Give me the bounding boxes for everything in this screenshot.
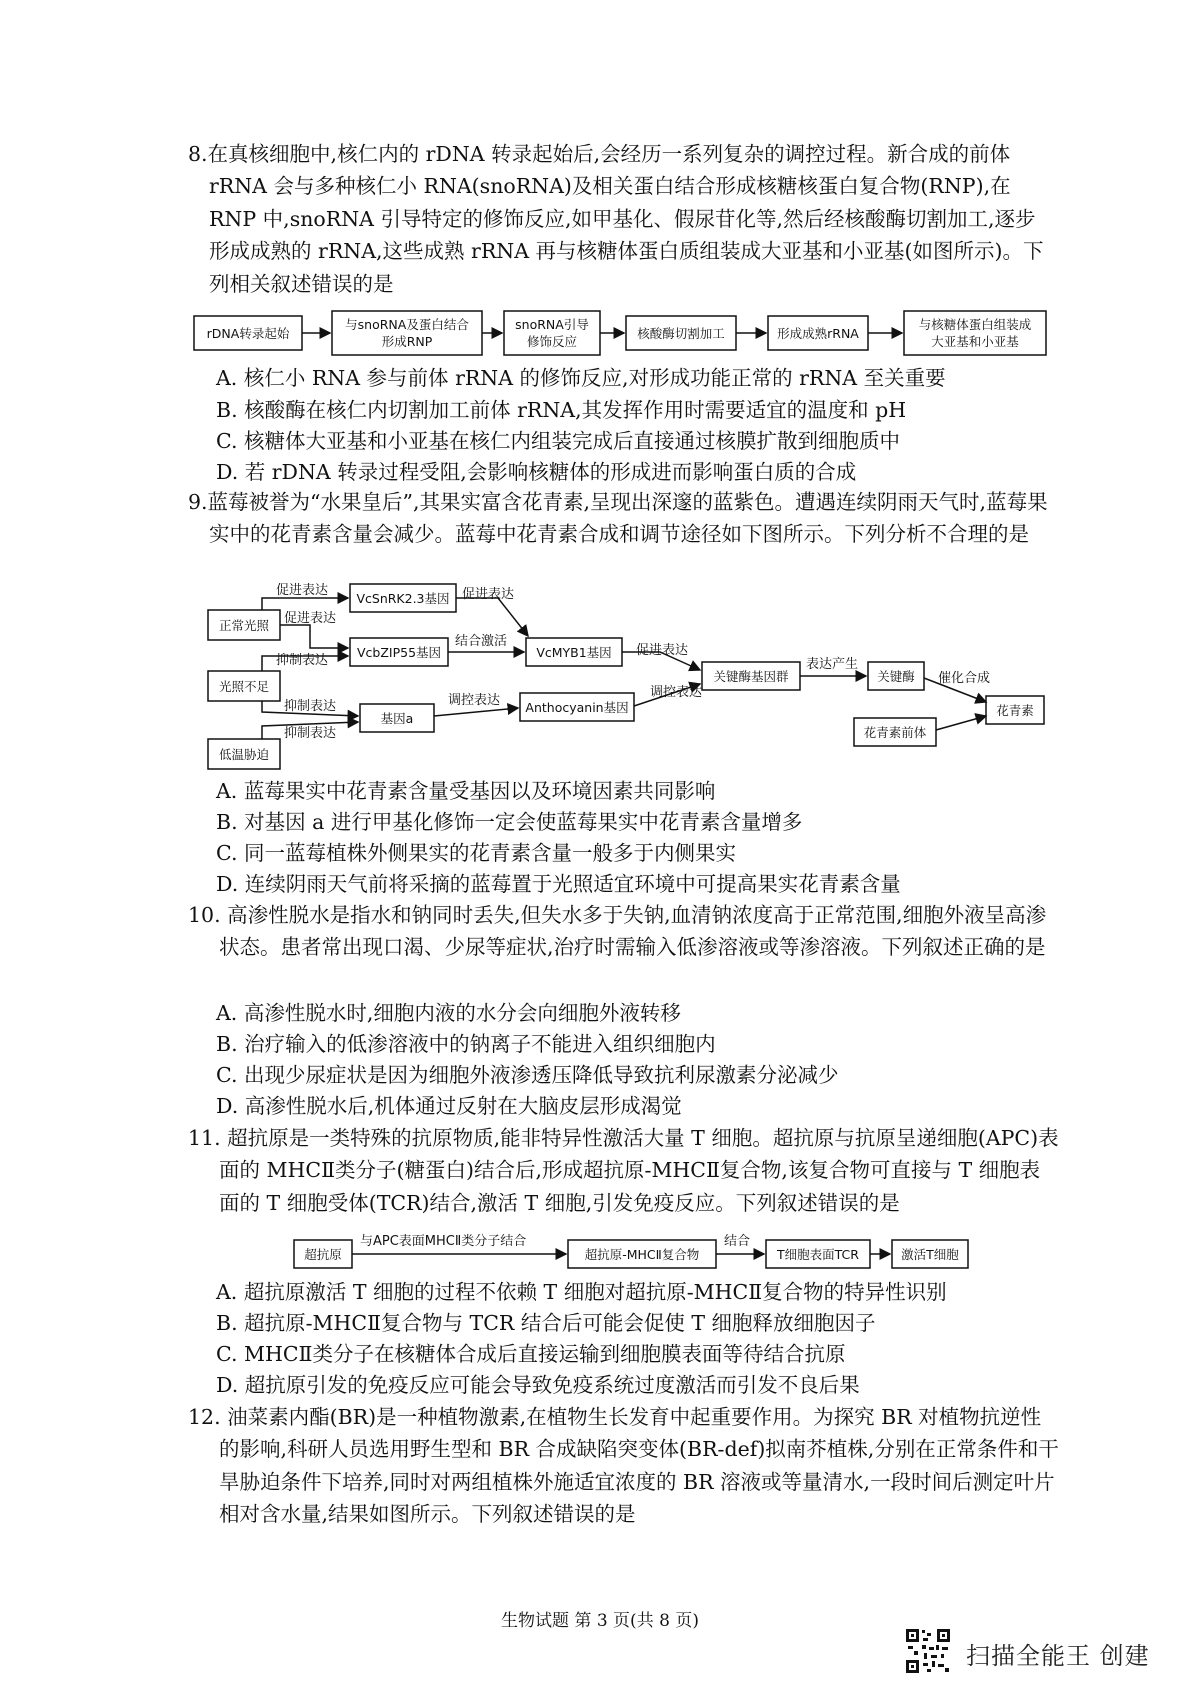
svg-text:与APC表面MHCⅡ类分子结合: 与APC表面MHCⅡ类分子结合 <box>360 1234 527 1249</box>
svg-text:花青素前体: 花青素前体 <box>863 725 927 740</box>
q11-stem: 11. 超抗原是一类特殊的抗原物质,能非特异性激活大量 T 细胞。超抗原与抗原呈递细胞(APC)表面的 MHCⅡ类分子(糖蛋白)结合后,形成超抗原-MHCⅡ复合物,该复合物可直接与 T 细胞表面的 T 细胞受体(TCR)结合,激活 T 细胞,引发免疫反应。下列叙述错误的是 <box>188 1126 1059 1215</box>
svg-text:VcMYB1基因: VcMYB1基因 <box>536 645 612 660</box>
q10-option-b: B. 治疗输入的低渗溶液中的钠离子不能进入组织细胞内 <box>216 1032 716 1056</box>
node-low-light <box>208 671 280 701</box>
svg-text:抑制表达: 抑制表达 <box>276 653 329 668</box>
svg-text:与核糖体蛋白组装成: 与核糖体蛋白组装成 <box>918 317 1032 332</box>
svg-text:超抗原-MHCⅡ复合物: 超抗原-MHCⅡ复合物 <box>584 1247 700 1262</box>
q9-option-c: C. 同一蓝莓植株外侧果实的花青素含量一般多于内侧果实 <box>216 841 736 865</box>
node-gene-a <box>360 704 434 732</box>
svg-text:促进表达: 促进表达 <box>636 643 689 658</box>
svg-text:基因a: 基因a <box>380 711 414 726</box>
svg-text:结合: 结合 <box>724 1234 751 1249</box>
node-precursor <box>854 718 936 746</box>
svg-text:调控表达: 调控表达 <box>448 693 501 708</box>
q11-option-a: A. 超抗原激活 T 细胞的过程不依赖 T 细胞对超抗原-MHCⅡ复合物的特异性识别 <box>216 1280 947 1304</box>
node-bzip-gene <box>350 638 448 666</box>
svg-text:形成RNP: 形成RNP <box>381 334 433 349</box>
svg-text:rDNA转录起始: rDNA转录起始 <box>206 326 290 341</box>
q8-option-d: D. 若 rDNA 转录过程受阻,会影响核糖体的形成进而影响蛋白质的合成 <box>216 460 857 484</box>
q11-option-b: B. 超抗原-MHCⅡ复合物与 TCR 结合后可能会促使 T 细胞释放细胞因子 <box>216 1311 876 1335</box>
flow8-box-1 <box>194 316 302 350</box>
flow11-superantigen <box>294 1240 352 1268</box>
svg-text:表达产生: 表达产生 <box>806 657 859 672</box>
svg-text:结合激活: 结合激活 <box>455 634 508 649</box>
svg-text:光照不足: 光照不足 <box>218 679 270 694</box>
flow8-box-3 <box>504 311 600 355</box>
svg-text:促进表达: 促进表达 <box>284 611 337 626</box>
svg-text:形成成熟rRNA: 形成成熟rRNA <box>777 326 859 341</box>
flow8-box-2 <box>332 311 482 355</box>
svg-text:T细胞表面TCR: T细胞表面TCR <box>777 1247 859 1262</box>
svg-text:抑制表达: 抑制表达 <box>284 726 337 741</box>
node-key-enzyme <box>868 662 924 690</box>
svg-text:核酸酶切割加工: 核酸酶切割加工 <box>637 326 725 341</box>
svg-text:花青素: 花青素 <box>996 703 1034 718</box>
flow11-complex <box>568 1240 716 1268</box>
q8-option-a: A. 核仁小 RNA 参与前体 rRNA 的修饰反应,对形成功能正常的 rRNA 至关重要 <box>216 366 946 390</box>
q9-option-b: B. 对基因 a 进行甲基化修饰一定会使蓝莓果实中花青素含量增多 <box>216 810 803 834</box>
svg-text:与snoRNA及蛋白结合: 与snoRNA及蛋白结合 <box>345 317 469 332</box>
svg-text:超抗原: 超抗原 <box>304 1247 342 1262</box>
svg-text:大亚基和小亚基: 大亚基和小亚基 <box>931 334 1019 349</box>
svg-text:激活T细胞: 激活T细胞 <box>901 1247 959 1262</box>
flow11-activate <box>892 1240 968 1268</box>
node-anthocyanin <box>986 696 1044 724</box>
q10-option-d: D. 高渗性脱水后,机体通过反射在大脑皮层形成渴觉 <box>216 1094 682 1118</box>
q9-option-d: D. 连续阴雨天气前将采摘的蓝莓置于光照适宜环境中可提高果实花青素含量 <box>216 872 901 896</box>
svg-text:促进表达: 促进表达 <box>276 583 329 598</box>
svg-text:snoRNA引导: snoRNA引导 <box>515 317 589 332</box>
q10-option-a: A. 高渗性脱水时,细胞内液的水分会向细胞外液转移 <box>216 1001 681 1025</box>
q10-option-c: C. 出现少尿症状是因为细胞外液渗透压降低导致抗利尿激素分泌减少 <box>216 1063 839 1087</box>
q11-flow-diagram <box>294 1233 968 1268</box>
q9-stem: 9.蓝莓被誉为“水果皇后”,其果实富含花青素,呈现出深邃的蓝紫色。遭遇连续阴雨天气时,蓝莓果实中的花青素含量会减少。蓝莓中花青素合成和调节途径如下图所示。下列分析不合理的是 <box>188 490 1048 547</box>
node-myb-gene <box>526 638 622 666</box>
q10-stem: 10. 高渗性脱水是指水和钠同时丢失,但失水多于失钠,血清钠浓度高于正常范围,细胞外液呈高渗状态。患者常出现口渴、少尿等症状,治疗时需输入低渗溶液或等渗溶液。下列叙述正确的是 <box>188 903 1047 960</box>
svg-text:VcSnRK2.3基因: VcSnRK2.3基因 <box>356 591 450 606</box>
flow11-tcr <box>766 1240 870 1268</box>
node-low-temp <box>208 739 280 769</box>
q8-option-c: C. 核糖体大亚基和小亚基在核仁内组装完成后直接通过核膜扩散到细胞质中 <box>216 429 900 453</box>
page-footer: 生物试题 第 3 页(共 8 页) <box>501 1611 699 1631</box>
qr-code-icon <box>905 1628 951 1674</box>
svg-text:关键酶: 关键酶 <box>877 669 915 684</box>
svg-text:正常光照: 正常光照 <box>218 618 270 633</box>
q8-stem: 8.在真核细胞中,核仁内的 rDNA 转录起始后,会经历一系列复杂的调控过程。新合成的前体 rRNA 会与多种核仁小 RNA(snoRNA)及相关蛋白结合形成核糖核蛋白复合物(RNP),在 RNP 中,snoRNA 引导特定的修饰反应,如甲基化、假尿苷化等,然后经核酸酶切割加工,逐步形成成熟的 rRNA,这些成熟 rRNA 再与核糖体蛋白质组装成大亚基和小亚基(如图所示)。下列相关叙述错误的是 <box>188 142 1044 296</box>
svg-text:关键酶基因群: 关键酶基因群 <box>713 669 789 684</box>
node-anthocyanin-gene <box>520 693 634 721</box>
flow8-box-6 <box>904 311 1046 355</box>
svg-text:VcbZIP55基因: VcbZIP55基因 <box>356 645 442 660</box>
node-key-enzyme-genes <box>702 662 800 690</box>
svg-text:调控表达: 调控表达 <box>650 685 703 700</box>
node-normal-light <box>208 610 280 640</box>
svg-text:催化合成: 催化合成 <box>938 671 991 686</box>
flow8-box-5 <box>768 316 868 350</box>
svg-text:修饰反应: 修饰反应 <box>526 334 578 349</box>
q8-option-b: B. 核酸酶在核仁内切割加工前体 rRNA,其发挥作用时需要适宜的温度和 pH <box>216 398 907 422</box>
svg-text:Anthocyanin基因: Anthocyanin基因 <box>525 700 629 715</box>
svg-text:促进表达: 促进表达 <box>462 587 515 602</box>
svg-text:低温胁迫: 低温胁迫 <box>218 747 270 762</box>
q11-option-c: C. MHCⅡ类分子在核糖体合成后直接运输到细胞膜表面等待结合抗原 <box>216 1342 846 1366</box>
q12-stem: 12. 油菜素内酯(BR)是一种植物激素,在植物生长发育中起重要作用。为探究 BR 对植物抗逆性的影响,科研人员选用野生型和 BR 合成缺陷突变体(BR-def)拟南芥植株,分别在正常条件和干旱胁迫条件下培养,同时对两组植株外施适宜浓度的 BR 溶液或等量清水,一段时间后测定叶片相对含水量,结果如图所示。下列叙述错误的是 <box>188 1405 1059 1527</box>
svg-text:抑制表达: 抑制表达 <box>284 699 337 714</box>
q11-option-d: D. 超抗原引发的免疫反应可能会导致免疫系统过度激活而引发不良后果 <box>216 1373 860 1397</box>
q9-option-a: A. 蓝莓果实中花青素含量受基因以及环境因素共同影响 <box>216 779 716 803</box>
node-snrk-gene <box>350 584 456 612</box>
scanner-watermark: 扫描全能王 创建 <box>966 1642 1150 1670</box>
q9-pathway-diagram <box>208 582 1044 769</box>
flow8-box-4 <box>626 316 736 350</box>
